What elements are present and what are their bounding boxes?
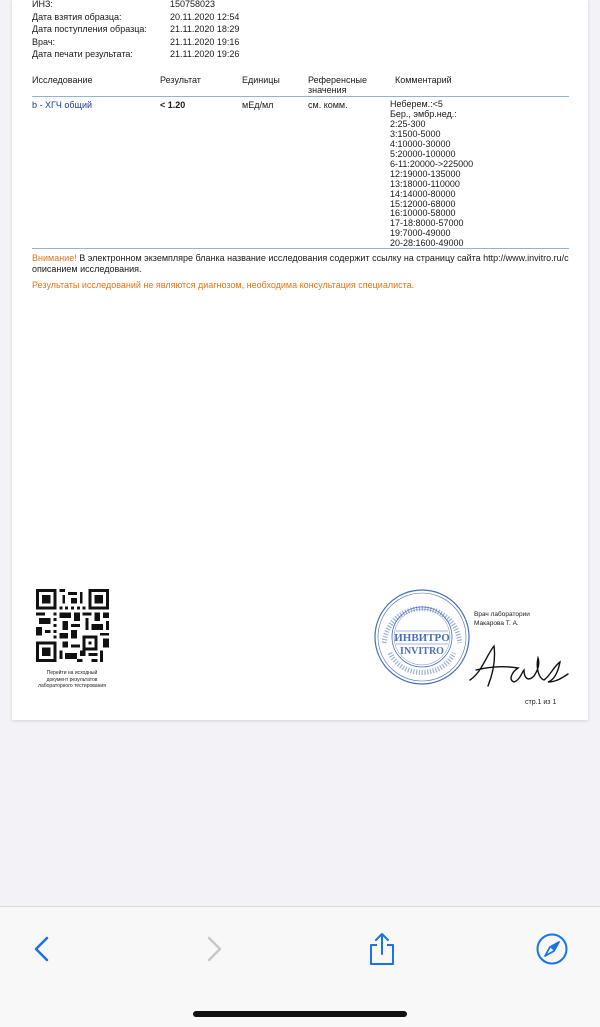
comment-line: 13:18000-110000 [390, 178, 460, 189]
meta-value: 21.11.2020 19:16 [170, 36, 240, 47]
page-number: стр.1 из 1 [525, 699, 557, 706]
comment-line: 12:19000-135000 [390, 168, 461, 179]
comment-line: 6-11:20000->225000 [390, 158, 474, 169]
result-value: < 1.20 [160, 100, 186, 110]
notice-warning: Внимание! [32, 253, 77, 263]
doctor-block [474, 610, 530, 628]
meta-value: 21.11.2020 18:29 [170, 24, 240, 35]
doctor-name: Макарова Т. А. [474, 620, 519, 627]
header-units: Единицы [242, 75, 280, 85]
lab-seal-icon [372, 587, 472, 687]
qr-caption-line: Перейти на исходный [46, 670, 98, 676]
qr-code-icon[interactable] [36, 589, 109, 662]
comment-line: 19:7000-49000 [390, 228, 451, 239]
document-page [12, 0, 588, 720]
table-bottom-divider [32, 248, 569, 249]
header-reference-line2: значения [308, 85, 347, 95]
comment-line: 3:1500-5000 [390, 128, 441, 139]
meta-label: ИНЗ: [32, 0, 53, 9]
qr-caption-line: документ результатов [46, 676, 98, 683]
units-value: мЕд/мл [242, 100, 274, 110]
header-result: Результат [160, 75, 201, 85]
back-icon [31, 935, 53, 963]
signature-icon [462, 636, 572, 692]
meta-label: Дата печати результата: [32, 49, 133, 60]
sample-info [32, 0, 239, 61]
header-divider [32, 96, 569, 97]
share-button[interactable] [362, 929, 402, 969]
comment-line: Неберем.:<5 [390, 99, 443, 109]
test-name-link[interactable]: b - ХГЧ общий [32, 100, 92, 110]
comment-line: 16:10000-58000 [390, 208, 456, 219]
meta-value: 20.11.2020 12:54 [170, 11, 240, 22]
meta-row-received-date [32, 23, 239, 36]
doctor-title: Врач лаборатории [474, 611, 530, 618]
forward-icon [203, 935, 225, 963]
stamp-text-en: INVITRO [400, 646, 444, 657]
meta-label: Врач: [32, 36, 56, 47]
browser-toolbar [0, 906, 600, 1027]
comment-line: 17-18:8000-57000 [390, 218, 464, 229]
compass-icon [535, 932, 569, 966]
meta-label: Дата поступления образца: [32, 24, 147, 35]
qr-caption [22, 670, 122, 690]
notice [32, 253, 572, 275]
comment-line: 4:10000-30000 [390, 138, 451, 149]
comment-line: 2:25-300 [390, 118, 426, 129]
meta-row-doctor [32, 36, 239, 49]
comment-line: 15:12000-68000 [390, 198, 456, 209]
meta-row-sample-date [32, 11, 239, 24]
meta-row-inz [32, 0, 239, 11]
comment-line: 20-28:1600-49000 [390, 238, 464, 249]
header-test: Исследование [32, 75, 93, 85]
header-reference-line1: Референсные [308, 75, 367, 85]
comment-line: 14:14000-80000 [390, 188, 456, 199]
home-indicator[interactable] [193, 1011, 407, 1017]
results-table-header [32, 75, 569, 95]
notice-text: В электронном экземпляре бланка название исследования содержит ссылку на страницу сайта http://www.invitro.ru/с описанием исследования. [32, 253, 569, 274]
header-comment: Комментарий [395, 75, 452, 85]
qr-caption-line: лабораторного тестирования [38, 683, 106, 689]
comment-line: Бер., эмбр.нед.: [390, 108, 457, 119]
comment-line: 5:20000-100000 [390, 148, 456, 159]
disclaimer: Результаты исследований не являются диагнозом, необходима консультация специалиста. [32, 280, 415, 290]
share-icon [367, 932, 397, 966]
stamp-text-ru: ИНВИТРО [394, 632, 450, 644]
meta-row-print-date [32, 48, 239, 61]
meta-value: 21.11.2020 19:26 [170, 49, 240, 60]
reference-value: см. комм. [308, 100, 348, 110]
meta-label: Дата взятия образца: [32, 11, 122, 22]
meta-value: 150758023 [170, 0, 216, 9]
back-button[interactable] [22, 929, 62, 969]
forward-button[interactable] [194, 929, 234, 969]
safari-button[interactable] [532, 929, 572, 969]
comment-list [390, 100, 473, 249]
